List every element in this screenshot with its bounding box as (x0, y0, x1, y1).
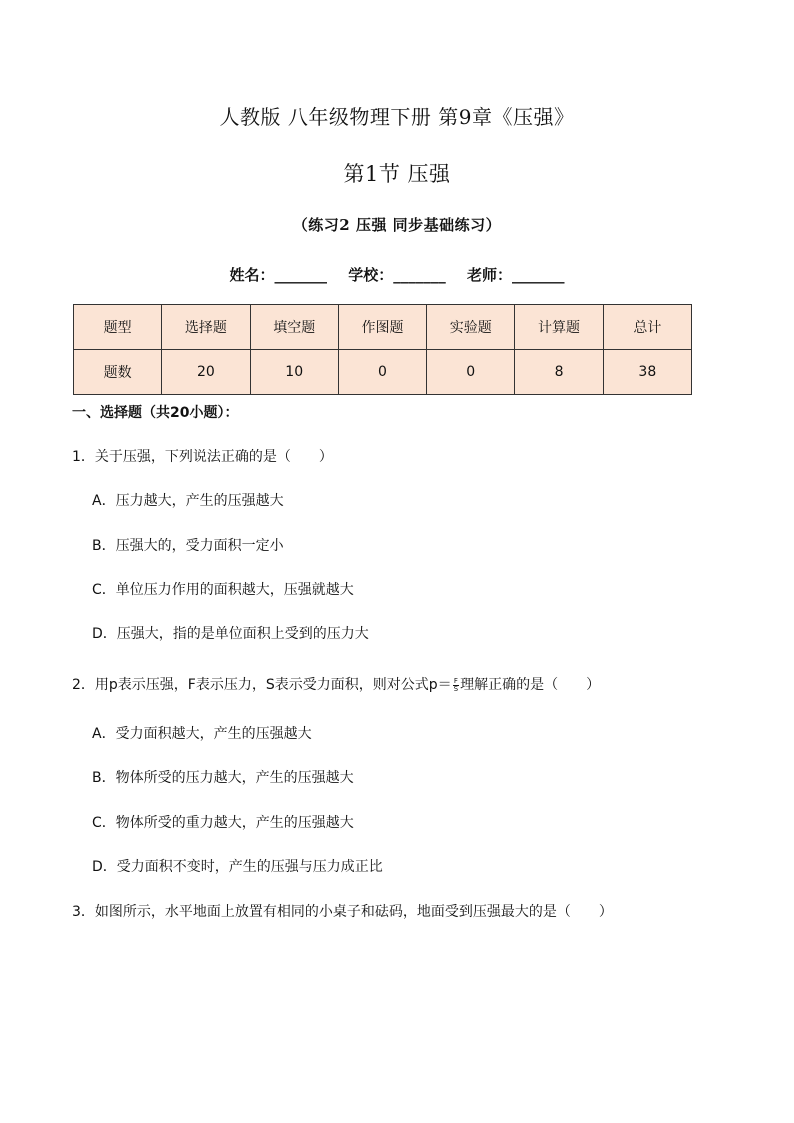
table-cell: 实验题 (427, 305, 515, 350)
table-cell: 题型 (74, 305, 162, 350)
table-cell: 10 (250, 350, 338, 395)
question-2-stem-after: 理解正确的是（ ） (460, 677, 601, 693)
fraction-denominator: S (453, 684, 459, 693)
table-cell: 填空题 (250, 305, 338, 350)
teacher-field[interactable]: 老师：_______ (466, 266, 565, 284)
school-field[interactable]: 学校：_______ (348, 266, 446, 284)
exercise-label: （练习2 压强 同步基础练习） (292, 216, 502, 234)
table-cell: 作图题 (338, 305, 426, 350)
question-2-option-b[interactable]: B．物体所受的压力越大，产生的压强越大 (92, 770, 354, 786)
table-cell: 总计 (603, 305, 691, 350)
question-2-option-a[interactable]: A．受力面积越大，产生的压强越大 (92, 726, 312, 742)
table-cell: 计算题 (515, 305, 603, 350)
table-row (74, 350, 692, 395)
table-cell: 0 (427, 350, 515, 395)
question-2-option-d[interactable]: D．受力面积不变时，产生的压强与压力成正比 (92, 859, 383, 875)
question-stats-table (73, 304, 692, 395)
question-2-option-c[interactable]: C．物体所受的重力越大，产生的压强越大 (92, 815, 354, 831)
name-field[interactable]: 姓名：_______ (229, 266, 327, 284)
question-1-option-d[interactable]: D．压强大，指的是单位面积上受到的压力大 (92, 626, 369, 642)
question-3-stem: 3．如图所示，水平地面上放置有相同的小桌子和砝码，地面受到压强最大的是（ ） (72, 904, 613, 920)
table-cell: 题数 (74, 350, 162, 395)
student-info (0, 264, 794, 285)
table-cell: 选择题 (162, 305, 250, 350)
question-1-stem: 1．关于压强，下列说法正确的是（ ） (72, 449, 333, 465)
section-subtitle: 第1节 压强 (343, 162, 451, 186)
question-2-stem (72, 674, 600, 694)
table-cell: 38 (603, 350, 691, 395)
question-1-option-c[interactable]: C．单位压力作用的面积越大，压强就越大 (92, 582, 354, 598)
question-2-stem-before: 2．用p表示压强，F表示压力，S表示受力面积，则对公式p＝ (72, 677, 452, 693)
fraction-numerator: F (453, 676, 458, 685)
formula-fraction (453, 678, 459, 693)
section-heading: 一、选择题（共20小题）： (72, 405, 239, 421)
table-cell: 20 (162, 350, 250, 395)
table-cell: 0 (338, 350, 426, 395)
document-title: 人教版 八年级物理下册 第9章《压强》 (219, 105, 575, 129)
table-header-row (74, 305, 692, 350)
question-1-option-b[interactable]: B．压强大的，受力面积一定小 (92, 538, 284, 554)
question-1-option-a[interactable]: A．压力越大，产生的压强越大 (92, 493, 284, 509)
table-cell: 8 (515, 350, 603, 395)
